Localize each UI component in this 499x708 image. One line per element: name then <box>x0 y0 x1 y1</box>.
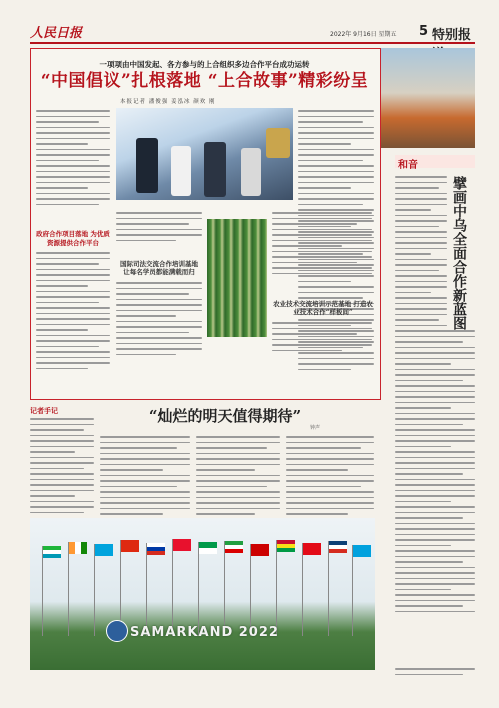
feature-byline: 本报记者 潘俊强 姜泓冰 颜欢 刚 <box>120 99 216 105</box>
lower-text-column-4 <box>286 436 374 519</box>
samarkand-sign: SAMARKAND 2022 <box>130 625 279 640</box>
feature-text-column-2 <box>116 212 202 245</box>
sco-emblem-icon <box>106 620 128 642</box>
expo-photo <box>116 108 293 200</box>
feature-subhead-1: 政府合作项目落地 为优质资源提供合作平台 <box>36 230 110 247</box>
heyin-title: 擘画中乌全面合作新蓝图 <box>451 176 467 330</box>
feature-text-column-1 <box>36 110 110 209</box>
feature-kicker: 一项项由中国发起、各方参与的上合组织多边合作平台成功运转 <box>99 60 310 69</box>
feature-text-column-4 <box>272 212 372 278</box>
feature-headline: “中国倡议”扎根落地 “上合故事”精彩纷呈 <box>40 71 369 91</box>
heyin-text-column-2 <box>395 330 475 616</box>
newspaper-logo: 人民日报 <box>30 26 83 41</box>
page-footer <box>395 668 475 679</box>
reporter-notes-label: 记者手记 <box>30 406 58 415</box>
section-title: 特别报 <box>432 28 472 43</box>
feature-text-column-4b <box>272 322 372 355</box>
workers-photo <box>381 48 475 148</box>
lower-author: 钟声 <box>310 425 321 431</box>
masthead <box>30 22 475 44</box>
lower-headline: “灿烂的明天值得期待” <box>148 407 302 425</box>
samarkand-flags-photo <box>30 518 375 670</box>
page-number: 5 <box>419 24 429 39</box>
heyin-label: 和音 <box>398 160 418 171</box>
feature-subhead-2: 国际司法交流合作培训基地 让每名学员都能满载而归 <box>120 260 198 276</box>
issue-date: 2022年 9月16日 星期五 <box>330 31 397 38</box>
lower-text-column-2 <box>100 436 190 519</box>
greenhouse-photo <box>207 219 267 337</box>
lower-text-column-1 <box>30 418 94 517</box>
feature-subhead-3: 农业技术交流培训示范基地 打造农业技术合作“样板间” <box>273 300 373 316</box>
feature-text-column-1b <box>36 252 110 373</box>
feature-text-column-2b <box>116 282 202 359</box>
lower-text-column-3 <box>196 436 280 519</box>
